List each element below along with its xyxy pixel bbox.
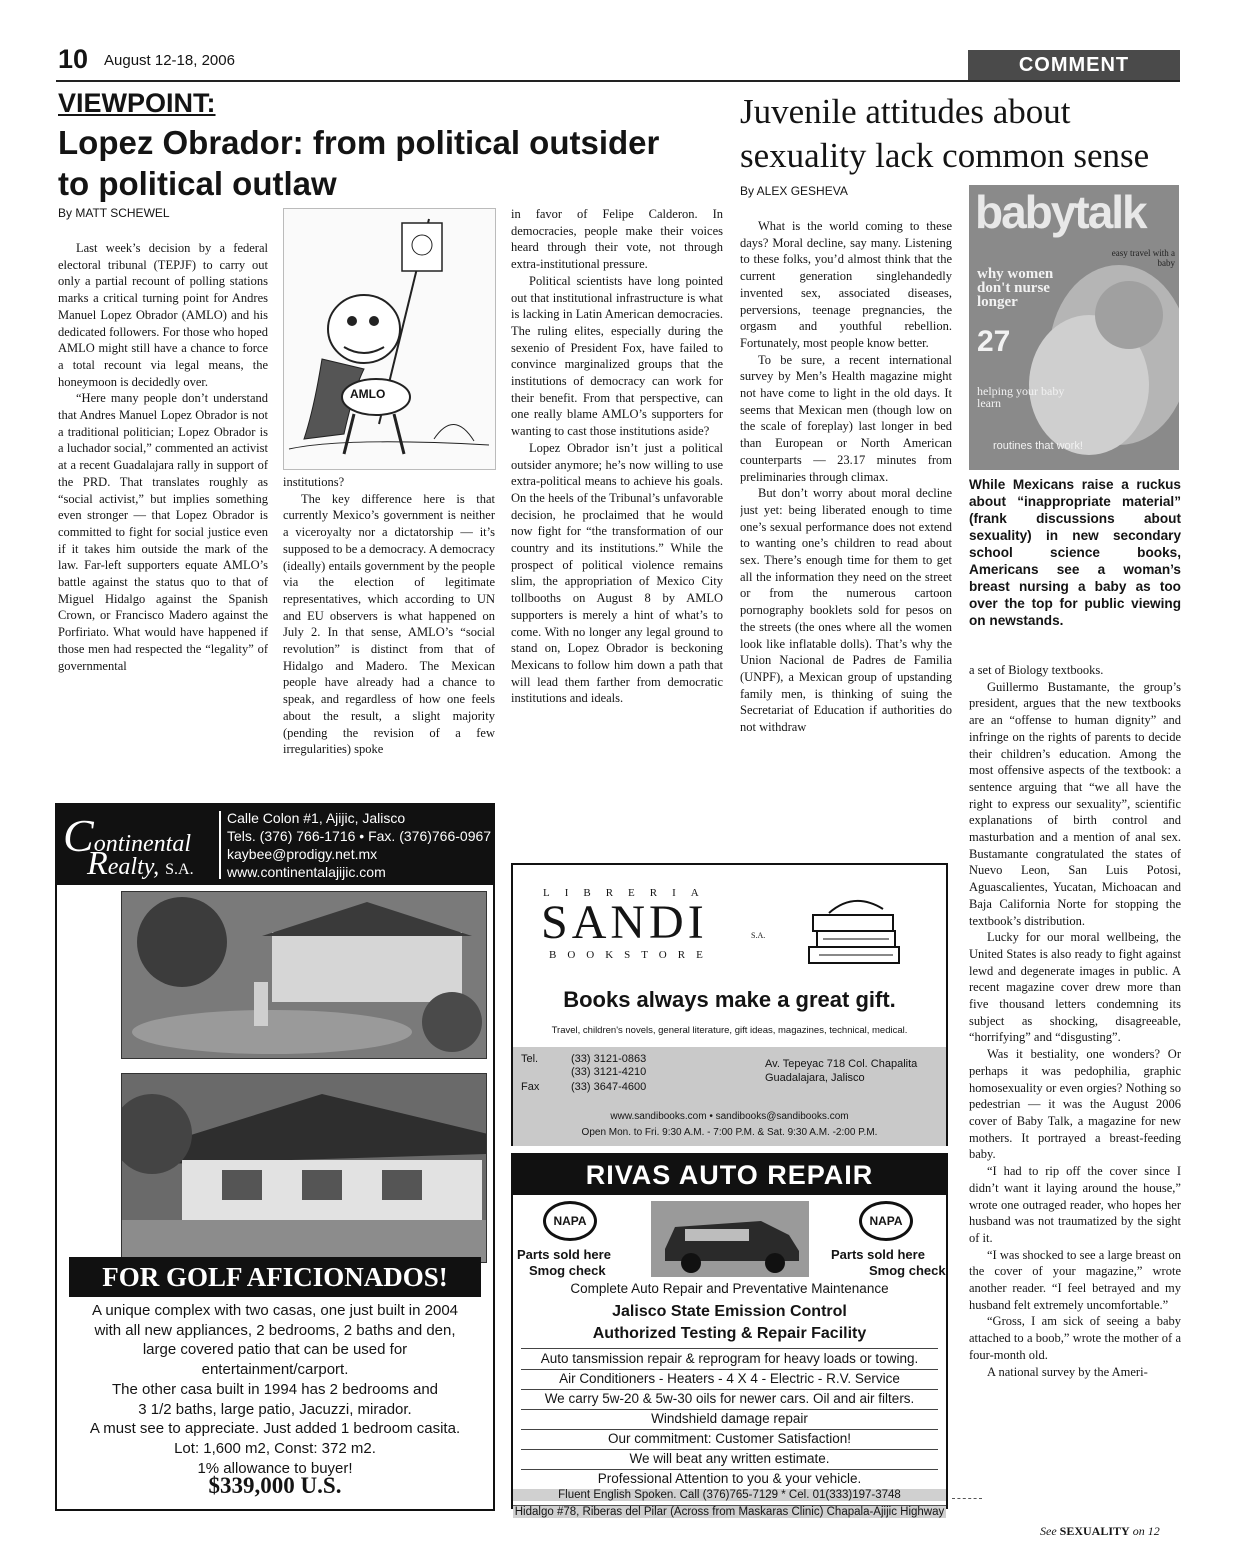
books-stack-icon (799, 887, 909, 982)
paragraph: Guillermo Bustamante, the group’s president, argues that the new textbooks are an “offense to human dignity” and infringe on the rights of parents to decide their children’s education. Among the most offensive aspects of the textbook: a sentence arguing that “we all have the right to express our sexuality”, scientific explanations of birth control and masturbation and a mention of anal sex. Bustamante congratulated the states of Nuevo Leon, San Luis Potosi, Aguascalientes, Yucatan, Michoacan and Baja California Norte for stopping the textbook’s distribution. (969, 679, 1181, 928)
paragraph: Was it bestiality, one wonders? Or perhaps it was pedophilia, graphic homosexuality or even orgies? Nothing so pedestrian — it was the August 2006 cover of Baby Talk, a magazine for new mothers. It portrayed a breast-feeding baby. (969, 1047, 1181, 1162)
realty-logo: Realty, S.A. (87, 845, 194, 882)
article1-headline: Lopez Obrador: from political outsider to political outlaw (58, 124, 660, 202)
service-line: Windshield damage repair (651, 1411, 808, 1426)
article2-headline: Juvenile attitudes about sexuality lack common sense (740, 92, 1150, 175)
service-line: Our commitment: Customer Satisfaction! (607, 1431, 852, 1446)
paragraph: What is the world coming to these days? Moral decline, say many. Listening to these folks, you’d almost think that the current generation singlehandedly invented sex, associated diseases, perversions, teenage pregnancies, the orgasm and youthful rebellion. Fortunately, most people know better. (740, 219, 952, 350)
paragraph: Last week’s decision by a federal electoral tribunal (TEPJF) to carry out only a partial recount of polling stations marks a critical turning point for Andres Manuel Lopez Obrador (AMLO) and his dedicated followers. For those who hoped AMLO might still have a chance to force a total recount via legal means, the honeymoon is decidedly over. (58, 241, 268, 389)
paragraph: But don’t worry about moral decline just yet: being liberated enough to time one’s sexual performance does not extend to wanting one’s children to read about sex. There’s enough time for them to get all the information they need on the street or from the numerous cartoon pornography booklets sold for pesos on the streets (the ones where all the women look like inflatable dolls). That’s why the Union Nacional de Padres de Familia (UNPF), a Mexican group of upstanding family men, is thinking of suing the Secretariat of Education if authorities do not withdraw (740, 486, 952, 735)
paragraph: A national survey by the Ameri- (987, 1364, 1148, 1379)
bookstore-label: BOOKSTORE (549, 949, 714, 961)
bookstore-tagline: Books always make a great gift. (563, 987, 896, 1012)
address-line: Hidalgo #78, Riberas del Pilar (Across from Maskaras Clinic) Chapala-Ajijic Highway (514, 1506, 945, 1518)
paragraph: “Gross, I am sick of seeing a baby attached to a boob,” wrote the mother of a four-month old. (969, 1314, 1181, 1362)
parts-note: Parts sold here Smog check (517, 1247, 611, 1278)
rivas-auto-repair-ad (511, 1153, 948, 1518)
bookstore-contact: Tel. (33) 3121-0863 (33) 3121-4210 Fax (33) 3647-4600 Av. Tepeyac 718 Col. Chapalita Guadalajara, Jalisco www.sandibooks.com • sandibooks@sandibooks.com Open Mon. to Fri. 9:30 A.M. - 7:00 P.M. & Sat. 9:30 A.M. -2:00 P.M. (513, 1047, 946, 1146)
paragraph: The key difference here is that currently Mexico’s government is neither a viceroyalty nor a dictatorship — it’s supposed to be a democracy. A democracy (ideally) entails government by the people via the election of legitimate representatives, which according to UN and EU observers is what happened on July 2. In that sense, AMLO’s “social revolution” is distinct from that of Hidalgo and Madero. The Mexican people have already had a chance to speak, and regardless of how one feels about the result, a slight majority (pending the revision of a few irregularities) spoke (283, 491, 495, 757)
realty-contact (227, 809, 491, 881)
napa-logo: NAPA (859, 1201, 913, 1241)
bookstore-address: Av. Tepeyac 718 Col. Chapalita Guadalajara, Jalisco (765, 1058, 918, 1084)
realty-logo: Continental (63, 810, 192, 861)
cartoon-sash-label: AMLO (350, 387, 386, 401)
paragraph: “Here many people don’t understand that Andres Manuel Lopez Obrador is not a traditional politician; Lopez Obrador is a luchador social,” commented an activist at a recent Guadalajara rally in support of the PRD. That translates roughly as “social activist,” but implies something even stronger — that Lopez Obrador is committed to fight for social justice even if it takes him outside the mark of the law. Far-left supporters equate AMLO’s battle against the status quo to that of Miguel Hidalgo against the Spanish Crown, or Francisco Madero against the Porfiriato. What would have happened if those men had respected the “legality” of governmental (58, 391, 268, 673)
photo-caption: While Mexicans raise a ruckus about “inappropriate material” (frank discussions about sexuality) in new secondary school science books, Americans see a woman’s breast nursing a baby as too over the top for public viewing on newstands. (969, 477, 1181, 628)
bookstore-categories: Travel, children's novels, general literature, gift ideas, magazines, technical, medical. (551, 1025, 908, 1036)
article2-column-2 (969, 662, 1181, 1520)
bookstore-suffix: S.A. (751, 931, 766, 940)
article1-byline: By MATT SCHEWEL (58, 206, 170, 220)
listing-price: $339,000 U.S. (208, 1473, 342, 1498)
paragraph: Lucky for our moral wellbeing, the United States is also ready to fight against lewd and degenerate images in public. A recent magazine cover drew more than five thousand letters condemning its subject as shocking, disagreeable, “horrifying” and “disgusting”. (969, 930, 1181, 1045)
bookstore-phone: (33) 3121-4210 (571, 1066, 647, 1078)
header-rule (56, 80, 1180, 82)
service-line: We carry 5w-20 & 5w-30 oils for newer cars. Oil and air filters. (544, 1391, 915, 1406)
ad-header (57, 805, 493, 885)
listing-description: A unique complex with two casas, one just built in 2004 with all new appliances, 2 bedrooms, 2 baths and den, large covered patio that can be used for entertainment/carport. The other casa built in 1994 has 2 bedrooms and 3 1/2 baths, large patio, Jacuzzi, mirador. A must see to appreciate. Just added 1 bedroom casita. Lot: 1,600 m2, Const: 372 m2. 1% allowance to buyer! (89, 1302, 461, 1477)
ad-title: RIVAS AUTO REPAIR (513, 1155, 946, 1195)
cover-tagline: easy travel with a baby (1111, 248, 1175, 268)
paragraph: a set of Biology textbooks. (969, 663, 1104, 677)
cover-masthead: babytalk (975, 186, 1146, 238)
section-label: COMMENT (968, 50, 1180, 80)
contact-line: Fluent English Spoken. Call (376)765-7129 * Cel. 01(333)197-3748 (513, 1489, 946, 1501)
service-line: Auto tansmission repair & reprogram for heavy loads or towing. (540, 1351, 919, 1366)
cover-issue-number: 27 (977, 325, 1011, 358)
paragraph: in favor of Felipe Calderon. In democracies, people make their voices heard through their vote, not through extra-institutional pressure. (511, 207, 723, 272)
cover-story: helping your baby learn (977, 384, 1065, 410)
property-photo (121, 891, 487, 1059)
cover-story: routines that work! (993, 440, 1083, 452)
article1-column-2 (283, 474, 495, 796)
paragraph: Political scientists have long pointed out that institutional infrastructure is what is lacking in Latin American democracies. The ruling elites, especially during the sexenio of President Fox, have failed to convince marginalized groups that the institutions of democracy can work for their benefit. From that perspective, can one really blame AMLO’s supporters for wanting to cast those institutions aside? (511, 273, 723, 439)
jeep-photo (651, 1201, 809, 1277)
paragraph: “I was shocked to see a large breast on the cover of your magazine,” wrote another reader. “I feel betrayed and my husband felt extremely uncomfortable.” (969, 1247, 1181, 1312)
continued-jump-line: See SEXUALITY on 12 (1040, 1524, 1160, 1538)
realty-website: www.continentalajijic.com (227, 864, 386, 880)
bookstore-phone: (33) 3121-0863 (571, 1053, 647, 1065)
ad-banner: FOR GOLF AFICIONADOS! (69, 1257, 481, 1297)
service-line: Professional Attention to you & your vehicle. (597, 1471, 862, 1486)
service-line: Complete Auto Repair and Preventative Maintenance (570, 1281, 889, 1296)
parts-note: Parts sold here Smog check (831, 1247, 946, 1278)
libreria-label: LIBRERIA (543, 887, 714, 899)
realty-address: Calle Colon #1, Ajijic, Jalisco (227, 810, 406, 826)
napa-logo: NAPA (543, 1201, 597, 1241)
service-line: Air Conditioners - Heaters - 4 X 4 - Electric - R.V. Service (559, 1371, 900, 1386)
issue-date: August 12-18, 2006 (104, 52, 235, 69)
article1-column-1 (58, 240, 268, 796)
bookstore-hours: Open Mon. to Fri. 9:30 A.M. - 7:00 P.M. & Sat. 9:30 A.M. -2:00 P.M. (581, 1127, 878, 1138)
bookstore-web: www.sandibooks.com • sandibooks@sandibooks.com (610, 1111, 849, 1122)
service-line: Authorized Testing & Repair Facility (592, 1325, 867, 1342)
realty-email: kaybee@prodigy.net.mx (227, 846, 378, 862)
sandi-bookstore-ad (511, 863, 948, 1146)
paragraph: institutions? (283, 475, 345, 489)
article2-column-1 (740, 218, 952, 854)
paragraph: “I had to rip off the cover since I didn’t want it laying around the house,” wrote one outraged reader, who hopes her husband was not traumatized by the sight of it. (969, 1164, 1181, 1245)
continental-realty-ad (55, 803, 495, 1511)
cover-story: why women don't nurse longer (977, 266, 1054, 310)
article1-kicker: VIEWPOINT: (58, 88, 216, 118)
bookstore-fax: (33) 3647-4600 (571, 1081, 647, 1093)
property-photo (121, 1073, 487, 1263)
paragraph: To be sure, a recent international survey by Men’s Health magazine might not have come to light in the old days. It seems that Mexican men (though low on the scale of foreplay) last longer in bed than European or North American counterparts — 23.17 minutes from preliminaries through climax. (740, 352, 952, 484)
bookstore-name: SANDI (541, 896, 708, 949)
political-cartoon (283, 208, 496, 470)
realty-phones: Tels. (376) 766-1716 • Fax. (376)766-0967 (227, 828, 492, 844)
service-line: We will beat any written estimate. (629, 1451, 830, 1466)
baby-talk-magazine-cover (969, 185, 1179, 470)
paragraph: Lopez Obrador isn’t just a political outsider anymore; he’s now willing to use extra-political means to achieve his goals. On the heels of the Tribunal’s unfavorable decision, he proclaimed that he would now fight for “the transformation of our country and its institutions.” While the prospect of political violence remains slim, the appropriation of Mexico City tollbooths on August 8 by AMLO supporters is merely a hint of what’s to come. With no longer any legal ground to stand on, Lopez Obrador is beckoning Mexicans to follow him down a path that will lead them farther from democratic institutions and ideals. (511, 440, 723, 706)
article2-byline: By ALEX GESHEVA (740, 184, 848, 198)
page-number: 10 (58, 44, 89, 74)
service-line: Jalisco State Emission Control (612, 1303, 847, 1320)
article1-column-3 (511, 206, 723, 852)
